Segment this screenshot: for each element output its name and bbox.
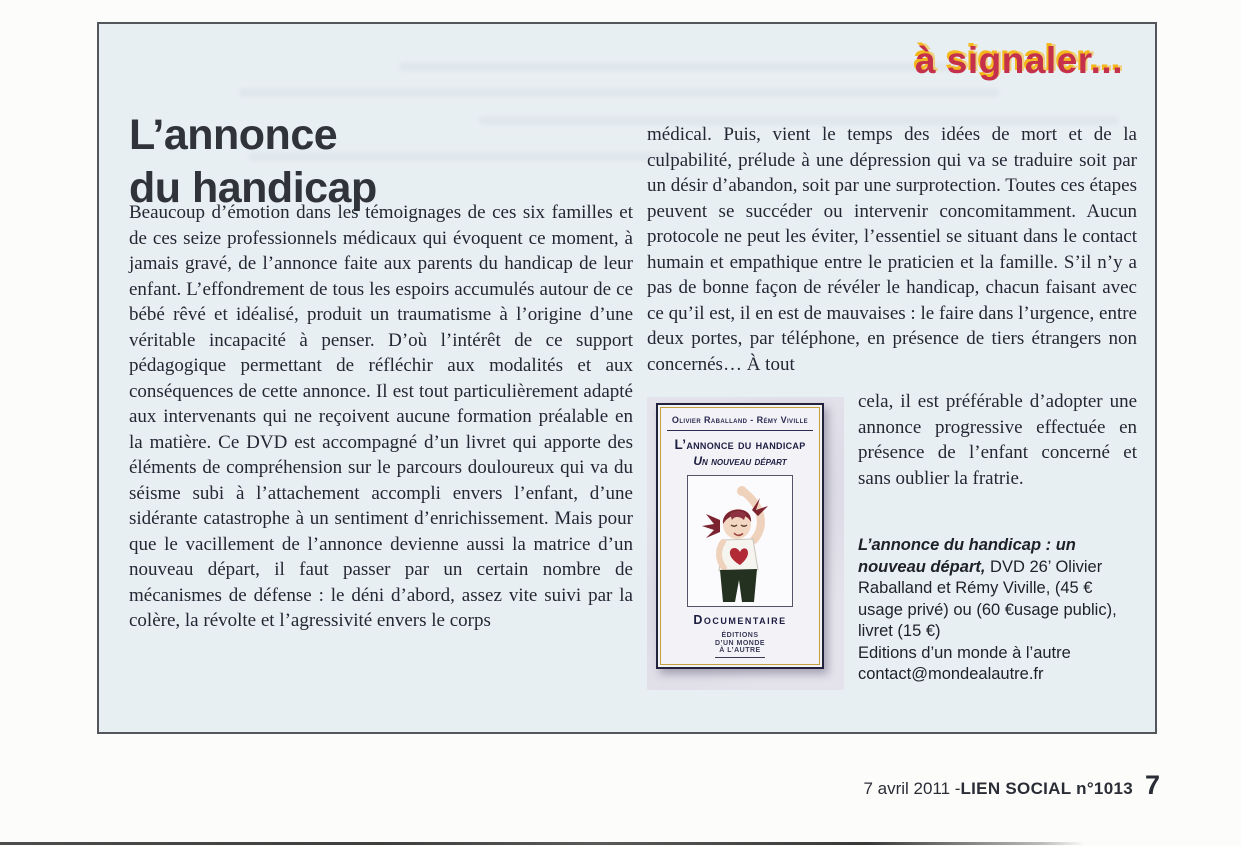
dvd-authors: Olivier Raballand - Rémy Viville <box>671 415 809 425</box>
article-title-line2: du handicap <box>129 163 377 212</box>
dvd-title: L’annonce du handicap <box>674 437 806 452</box>
section-header-label: à signaler... <box>914 40 1123 81</box>
dvd-divider <box>667 430 813 431</box>
page-footer <box>863 770 1160 801</box>
article-panel <box>97 22 1157 734</box>
dvd-caption-publisher: Editions d’un monde à l’autre <box>858 643 1071 662</box>
footer-date: 7 avril 2011 - <box>863 779 961 798</box>
article-text-right-column: médical. Puis, vient le temps des idées de mort et de la culpabilité, prélude à une dépression qui va se traduire soit par un désir d’abandon, soit par une surprotection. Toutes ces étapes peuvent se succéder ou intervenir concomitamment. Aucun protocole ne peut les éviter, l’essentiel se situant dans le contact humain et empathique entre le praticien et la famille. S’il n’y a pas de bonne façon de révéler le handicap, chacun faisant avec ce qu’il est, il en est de mauvaises : le faire dans l’urgence, entre deux portes, par téléphone, en présence de tiers étrangers non concernés… À tout <box>647 124 1137 375</box>
dvd-subtitle: Un nouveau départ <box>693 454 787 468</box>
dvd-cover <box>656 403 824 669</box>
article-title-line1: L’annonce <box>129 110 338 159</box>
bleed-through-artifact <box>239 88 999 97</box>
dvd-caption <box>858 535 1137 686</box>
scan-edge-artifact <box>0 842 1085 845</box>
footer-page-number: 7 <box>1144 770 1160 800</box>
article-text-left-column: Beaucoup d’émotion dans les témoignages de ces six familles et de ces seize professionnels médicaux qui évoquent ce moment, à jamais gravé, de l’annonce faite aux parents du handicap de leur enfant. L’effondrement de tous les espoirs accumulés autour de ce bébé rêvé et idéalisé, produit un traumatisme à l’origine d’une véritable incapacité à penser. D’où l’intérêt de ce support pédagogique permettant de réfléchir aux modalités et aux conséquences de cette annonce. Il est tout particulièrement adapté aux intervenants qui ne reçoivent aucune formation préalable en la matière. Ce DVD est accompagné d’un livret qui apporte des éléments de compréhension sur le parcours douloureux qui va du séisme subi à l’attachement accompli envers l’enfant, d’une sidérante catastrophe à un sentiment d’enrichissement. Mais pour que le vacillement de l’annonce devienne aussi la matrice d’un nouveau départ, il faut passer par un certain nombre de mécanismes de défense : le déni d’abord, assez vite suivi par la colère, la révolte et l’agressivité envers le corps <box>129 202 633 631</box>
girl-illustration <box>687 475 793 607</box>
article-text-wrap: cela, il est préférable d’adopter une annonce progressive effectuée en présence de l’enfant concerné et sans oublier la fratrie. <box>858 391 1137 489</box>
right-stack <box>858 389 1137 690</box>
dvd-genre-label: Documentaire <box>693 613 787 627</box>
bleed-through-artifact <box>399 62 959 71</box>
dvd-caption-main <box>858 535 1137 643</box>
dvd-cover-photo <box>647 397 844 690</box>
dvd-publisher-line1: ÉDITIONS <box>721 632 759 639</box>
dvd-publisher-line2: D’UN MONDE <box>714 639 766 647</box>
article-title <box>129 109 377 215</box>
dvd-caption-title: L’annonce du handicap : un nouveau départ, <box>858 536 1076 576</box>
article-right-column <box>647 122 1137 690</box>
dvd-caption-email: contact@mondealautre.fr <box>858 665 1044 683</box>
footer-issue: LIEN SOCIAL n°1013 <box>960 779 1133 798</box>
dvd-caption-details: DVD 26’ Olivier Raballand et Rémy Viville, (45 € usage privé) ou (60 €usage public), livret (15 €) <box>858 557 1117 640</box>
dvd-publisher-logo <box>715 632 765 658</box>
media-row <box>647 389 1137 690</box>
dvd-publisher-line3: À L’AUTRE <box>719 647 761 654</box>
